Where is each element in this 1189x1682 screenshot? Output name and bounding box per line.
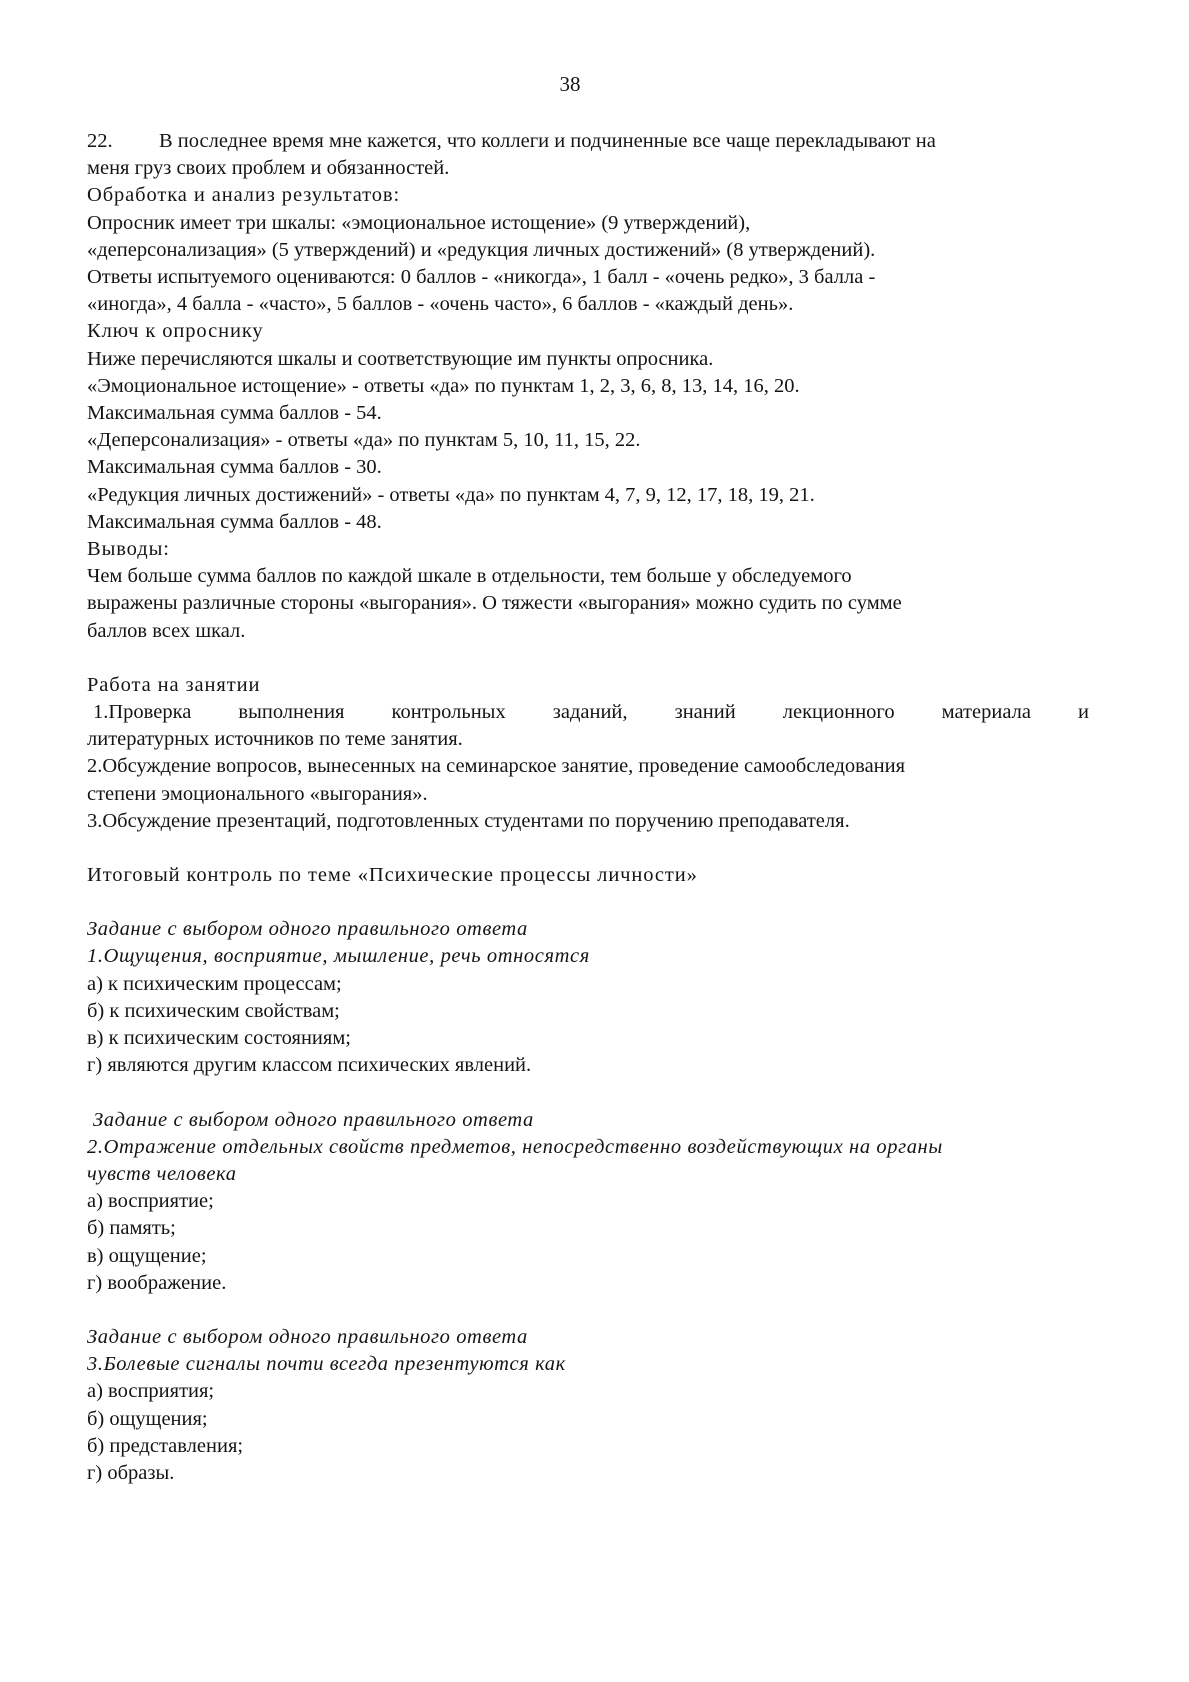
key-line: «Редукция личных достижений» - ответы «да» по пунктам 4, 7, 9, 12, 17, 18, 19, 21. [87,483,815,506]
key-line: Ниже перечисляются шкалы и соответствующие им пункты опросника. [87,347,714,370]
key-line: «Деперсонализация» - ответы «да» по пунктам 5, 10, 11, 15, 22. [87,429,641,452]
task-option: а) восприятие; [87,1190,214,1213]
task-question: 3.Болевые сигналы почти всегда презентуются как [87,1353,566,1376]
conclusions-line: Чем больше сумма баллов по каждой шкале в отдельности, тем больше у обследуемого [87,565,852,588]
processing-heading: Обработка и анализ результатов: [87,184,401,207]
word: 1.Проверка [93,701,192,724]
word: лекционного [782,701,895,724]
task-question: чувств человека [87,1162,237,1185]
item-22-text: В последнее время мне кажется, что коллеги и подчиненные все чаще перекладывают на [159,130,936,152]
task-option: б) память; [87,1217,176,1240]
key-line: Максимальная сумма баллов - 30. [87,456,382,479]
task-question: 1.Ощущения, восприятие, мышление, речь относятся [87,945,590,968]
task-option: б) к психическим свойствам; [87,999,340,1022]
task-type: Задание с выбором одного правильного ответа [93,1108,534,1131]
word: и [1078,701,1089,724]
task-type: Задание с выбором одного правильного ответа [87,1325,528,1348]
word: выполнения [238,701,345,724]
task-option: в) к психическим состояниям; [87,1027,351,1050]
task-option: г) образы. [87,1461,175,1484]
spacer [87,835,1089,862]
conclusions-line: баллов всех шкал. [87,619,246,642]
word: знаний [674,701,736,724]
class-work-line: 2.Обсуждение вопросов, вынесенных на семинарское занятие, проведение самообследования [87,755,906,778]
final-control-heading: Итоговый контроль по теме «Психические процессы личности» [87,864,698,887]
word: материала [941,701,1031,724]
task-option: г) воображение. [87,1271,227,1294]
task-option: в) ощущение; [87,1244,207,1267]
page-content [87,128,1089,1487]
class-work-item-1 [87,699,1089,726]
processing-line: «иногда», 4 балла - «часто», 5 баллов - «очень часто», 6 баллов - «каждый день». [87,293,794,316]
item-22-line2: меня груз своих проблем и обязанностей. [87,157,450,180]
task-option: а) восприятия; [87,1380,215,1403]
word: заданий, [552,701,628,724]
task-option: б) представления; [87,1434,244,1457]
word: контрольных [391,701,506,724]
task-option: а) к психическим процессам; [87,972,342,995]
item-22-line1 [87,128,1089,155]
item-22-number: 22. [87,130,113,152]
processing-line: Ответы испытуемого оцениваются: 0 баллов - «никогда», 1 балл - «очень редко», 3 балла - [87,266,876,289]
class-work-line: литературных источников по теме занятия. [87,728,463,751]
spacer [87,645,1089,672]
page-number: 38 [559,72,581,96]
class-work-heading: Работа на занятии [87,673,261,696]
processing-line: Опросник имеет три шкалы: «эмоциональное истощение» (9 утверждений), [87,211,751,234]
task-option: г) являются другим классом психических явлений. [87,1054,532,1077]
task-option: б) ощущения; [87,1407,208,1430]
conclusions-heading: Выводы: [87,538,170,561]
key-heading: Ключ к опроснику [87,320,264,343]
spacer [87,1297,1089,1324]
conclusions-line: выражены различные стороны «выгорания». О тяжести «выгорания» можно судить по сумме [87,592,902,615]
key-line: Максимальная сумма баллов - 54. [87,402,382,425]
task-question: 2.Отражение отдельных свойств предметов, непосредственно воздействующих на органы [87,1135,943,1158]
key-line: Максимальная сумма баллов - 48. [87,510,382,533]
processing-line: «деперсонализация» (5 утверждений) и «редукция личных достижений» (8 утверждений). [87,238,876,261]
key-line: «Эмоциональное истощение» - ответы «да» по пунктам 1, 2, 3, 6, 8, 13, 14, 16, 20. [87,374,800,397]
class-work-line: 3.Обсуждение презентаций, подготовленных студентами по поручению преподавателя. [87,809,850,832]
task-type: Задание с выбором одного правильного ответа [87,918,528,941]
spacer [87,889,1089,916]
class-work-line: степени эмоционального «выгорания». [87,782,428,805]
spacer [87,1080,1089,1107]
